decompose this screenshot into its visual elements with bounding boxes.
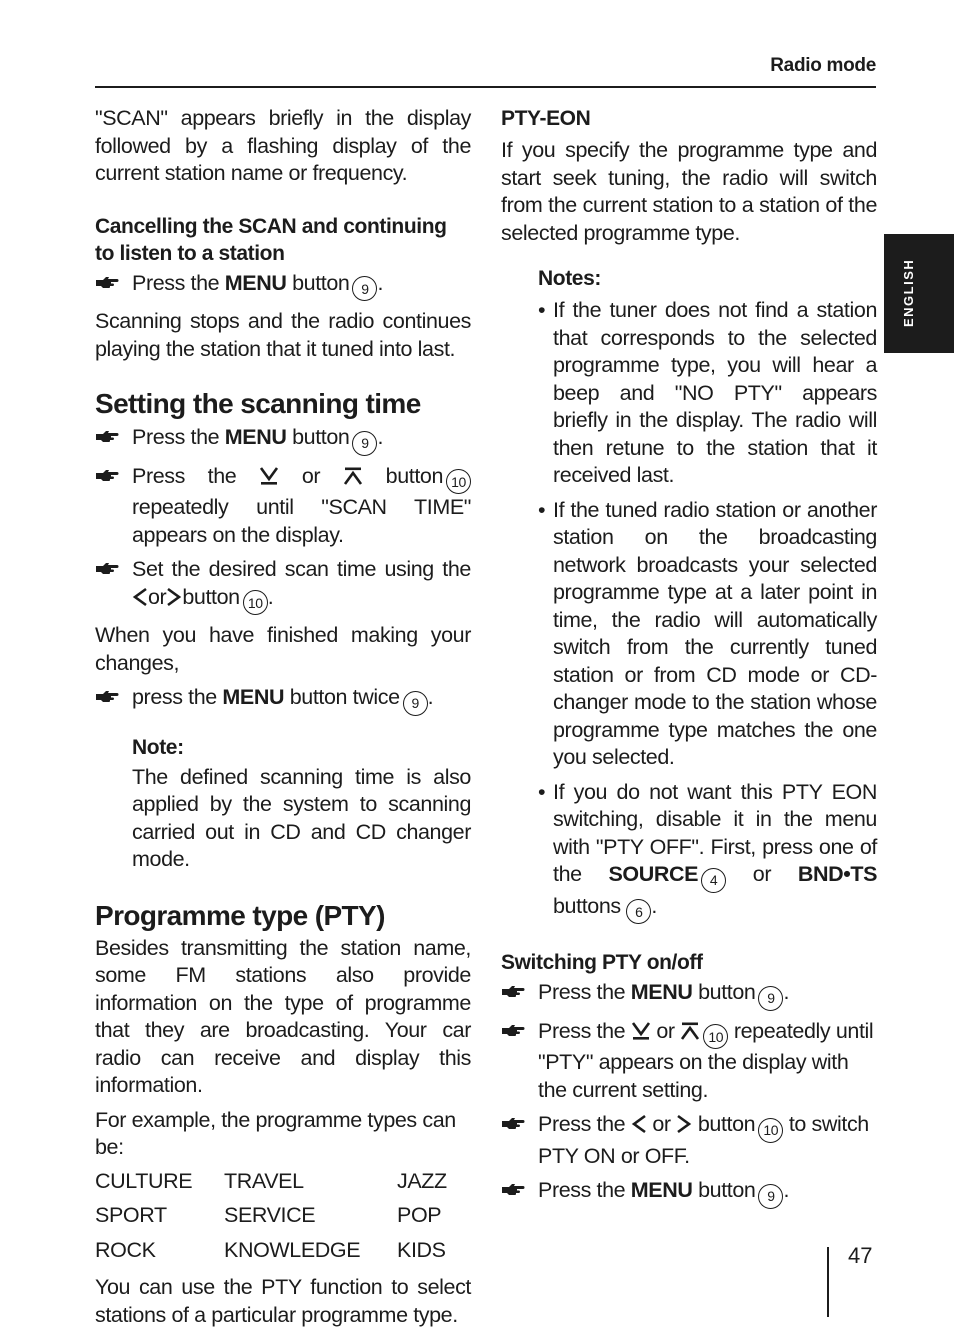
button-number-badge: 10 [446,469,471,494]
pointing-hand-icon [95,429,119,443]
table-row [95,1238,471,1273]
scan-time-finished: When you have finished making your changes, [95,623,471,675]
note-item-3: • If you do not want this PTY EON switching, disable it in the menu with "PTY OFF". First, press one of the SOURCE 4 or BND•TS buttons 6 . [538,779,877,925]
switch-pty-step-2: Press the or 10 repeatedly until "PTY" appears on the display with the current setting. [501,1018,877,1105]
menu-button-label: MENU [224,270,287,295]
header-divider [95,86,876,88]
pointing-hand-icon [95,275,119,289]
menu-button-label: MENU [222,685,285,709]
menu-button-label: MENU [630,980,693,1004]
page-number-divider [827,1247,829,1317]
source-button-label: SOURCE [608,862,699,886]
table-cell: ROCK [95,1237,156,1262]
pty-eon-notes [501,265,877,924]
scan-time-note [95,734,471,874]
language-tab [884,234,954,353]
pty-eon-text: If you specify the programme type and start seek tuning, the radio will switch from the current station to a station of the selected programme type. [501,138,877,245]
scan-time-step-4: press the MENU button twice 9 . [95,684,471,716]
pointing-hand-icon [95,689,119,703]
language-label: ENGLISH [901,258,916,327]
menu-button-label: MENU [630,1178,693,1202]
scan-time-step-3: Set the desired scan time using the or button 10 . [95,556,471,615]
button-number-badge: 9 [352,431,377,456]
page-number: 47 [848,1243,873,1268]
switch-pty-step-1: Press the MENU button 9 . [501,979,877,1011]
switch-pty-step-3: Press the or button 10 to switch PTY ON or OFF. [501,1111,877,1170]
arrow-up-button-icon [680,1022,700,1040]
pointing-hand-icon [501,1182,525,1196]
button-number-badge: 10 [703,1024,728,1049]
scan-intro: "SCAN" appears briefly in the display followed by a flashing display of the current station name or frequency. [95,106,471,185]
right-column [501,105,877,1209]
table-cell: KIDS [397,1237,446,1262]
section-title: Radio mode [770,55,876,76]
pointing-hand-icon [501,984,525,998]
table-row [95,1169,471,1204]
cancel-scan-heading: Cancelling the SCAN and continuing to listen to a station [95,214,447,265]
notes-heading: Notes: [538,267,601,290]
button-number-badge: 9 [758,986,783,1011]
note-heading: Note: [132,735,184,759]
pty-example: For example, the programme types can be: [95,1107,456,1159]
arrow-right-button-icon [166,587,182,607]
cancel-scan-step: Press the MENU button 9 . [95,270,471,302]
button-number-badge: 4 [701,868,726,893]
pty-eon-heading: PTY-EON [501,107,591,130]
note-text: The defined scanning time is also applied by the system to scanning carried out in CD and CD changer mode. [132,764,471,871]
arrow-down-button-icon [259,467,279,485]
table-row [95,1203,471,1238]
arrow-left-button-icon [132,587,148,607]
arrow-left-button-icon [631,1114,647,1134]
pty-types-table [95,1169,471,1273]
pointing-hand-icon [95,561,119,575]
table-cell: POP [397,1203,442,1227]
scan-time-step-2: Press the or button 10 repeatedly until "SCAN TIME" appears on the display. [95,463,471,550]
scan-time-heading: Setting the scanning time [95,388,421,419]
button-number-badge: 9 [758,1184,783,1209]
table-cell: JAZZ [397,1168,447,1193]
pointing-hand-icon [95,468,119,482]
left-column [95,105,471,1329]
button-number-badge: 6 [626,899,651,924]
table-cell: SERVICE [224,1203,316,1227]
table-cell: SPORT [95,1203,167,1227]
table-cell: TRAVEL [224,1168,304,1193]
button-number-badge: 9 [352,276,377,301]
pty-heading: Programme type (PTY) [95,899,385,931]
switch-pty-heading: Switching PTY on/off [501,951,703,974]
button-number-badge: 10 [243,590,268,615]
table-cell: CULTURE [95,1168,193,1193]
bnd-ts-button-label: BND•TS [797,862,878,886]
pointing-hand-icon [501,1023,525,1037]
arrow-right-button-icon [676,1114,692,1134]
arrow-down-button-icon [631,1022,651,1040]
note-item-2: • If the tuned radio station or another station on the broadcasting network broadcasts your selected programme type at a later point in time, the radio will automatically switch from the currently tuned station or from CD mode or CD-changer mode to the station whose programme type matches the one you selected. [538,497,877,772]
button-number-badge: 10 [758,1118,783,1143]
button-number-badge: 9 [403,691,428,716]
pointing-hand-icon [501,1116,525,1130]
pty-intro: Besides transmitting the station name, some FM stations also provide information on the type of programme that they are broadcasting. Your car radio can receive and display this information. [95,935,471,1097]
pty-use: You can use the PTY function to select stations of a particular programme type. [95,1275,471,1327]
cancel-scan-result: Scanning stops and the radio continues playing the station that it tuned into last. [95,309,471,361]
menu-button-label: MENU [224,425,287,449]
note-item-1: • If the tuner does not find a station that corresponds to the selected programme type, you will hear a beep and "NO PTY" appears briefly in the display. The radio will then retune to the station that it received last. [538,297,877,490]
table-cell: KNOWLEDGE [224,1237,361,1262]
switch-pty-step-4: Press the MENU button 9 . [501,1177,877,1209]
scan-time-step-1: Press the MENU button 9 . [95,424,471,456]
arrow-up-button-icon [343,467,363,485]
